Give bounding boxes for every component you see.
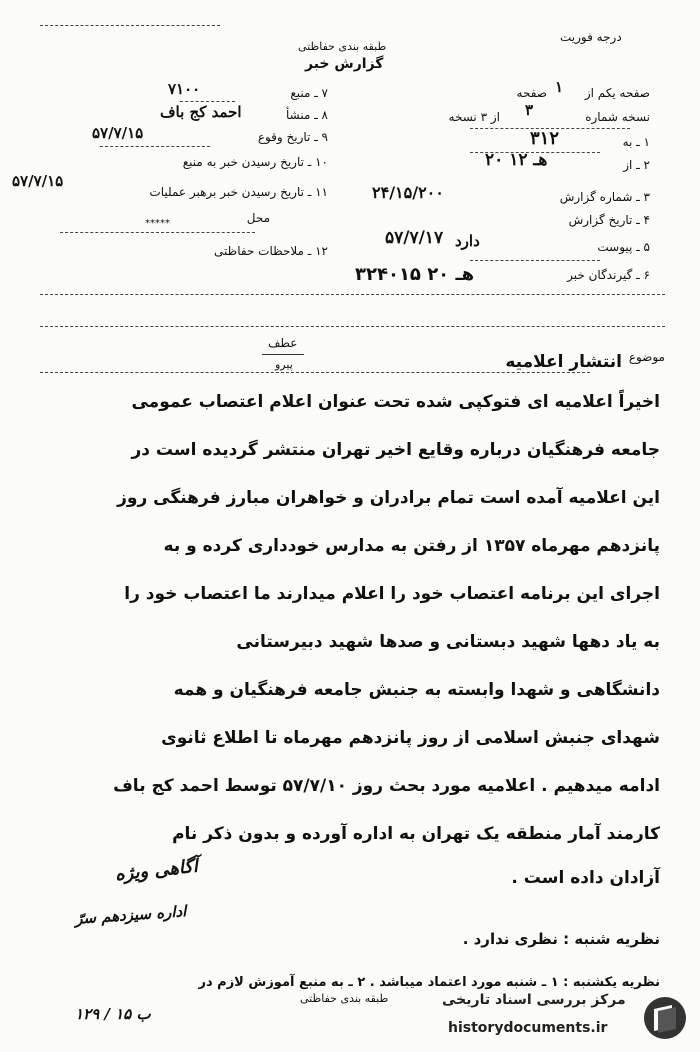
body-line: به یاد دهها شهید دبستانی و صدها شهید دبیرستانی [236,632,660,652]
header-divider-2 [40,326,665,327]
field-source-received-value: ۵۷/۷/۱۵ [12,172,64,190]
field-location-value: ***** [145,218,170,229]
source-line [180,101,235,102]
atf-label: عطف [268,336,298,350]
body-line: آزادان داده است . [511,868,660,888]
body-line: اجرای این برنامه اعتصاب خود را اعلام میدارند ما اعتصاب خود را [124,584,660,604]
field-attachment-label: ۵ ـ پیوست [597,240,650,254]
classification-bottom: طبقه بندی حفاظتی [300,992,389,1005]
field-source-received-label: ۱۰ ـ تاریخ رسیدن خبر به منبع [182,155,328,169]
field-source-label: ۷ ـ منبع [290,86,328,100]
archive-logo-icon [642,995,688,1041]
body-line: کارمند آمار منطقه یک تهران به اداره آورده و بدون ذکر نام [172,824,660,844]
header-divider-1 [40,294,665,295]
field-location-label: محل [246,211,270,225]
field-report-date-label: ۴ ـ تاریخ گزارش [568,213,650,227]
classification-top: طبقه بندی حفاظتی [298,40,387,53]
field-occurrence-date-label: ۹ ـ تاریخ وقوع [257,130,328,144]
subject-label: موضوع [628,350,665,364]
handwritten-note: اداره سیزدهم سرّ [74,902,187,928]
body-line: شهدای جنبش اسلامی از روز پانزدهم مهرماه تا اطلاع ثانوی [161,728,660,748]
handwritten-note: آگاهی ویژه [114,855,199,886]
field-recipients-value: ۳۲۴۰۱۵ هـ ۲۰ [355,264,475,285]
field-copy-suffix: از ۳ نسخه [448,110,500,124]
atf-divider [262,354,304,355]
field-ops-received-label: ۱۱ ـ تاریخ رسیدن خبر برهبر عملیات [149,185,328,199]
body-line: دانشگاهی و شهدا وابسته به جنبش جامعه فرهنگیان و همه [173,680,660,700]
body-line: پانزدهم مهرماه ۱۳۵۷ از رفتن به مدارس خودداری کرده و به [163,536,660,556]
location-line [60,232,255,233]
watermark-name: مرکز بررسی اسناد تاریخی [442,992,626,1008]
field-attachment-value: دارد [455,232,480,250]
top-divider [40,25,220,26]
comment-saturday: نظریه شنبه : نظری ندارد . [462,930,660,948]
subject-value: انتشار اعلامیه [505,352,622,372]
body-line: ادامه میدهیم . اعلامیه مورد بحث روز ۵۷/۷/۱۰ توسط احمد کج باف [113,776,660,796]
field-from-value: ۲۰ هـ ۱۲ [485,150,548,170]
occurrence-line [100,146,210,147]
field-occurrence-date-value: ۵۷/۷/۱۵ [92,124,144,142]
form-title: گزارش خبر [305,56,384,72]
handwritten-archive-number: ۱۲۹ / ۱۵ ب [75,1005,151,1023]
field-page-label: صفحه یکم از [584,86,650,100]
field-copy-value: ۳ [525,101,534,119]
field-to-label: ۱ ـ به [622,135,650,149]
field-source-value: ۷۱۰۰ [168,80,201,98]
field-to-value: ۳۱۲ [530,128,560,149]
field-page-suffix: صفحه [516,86,547,100]
body-line: این اعلامیه آمده است تمام برادران و خواهران مبارز فرهنگی روز [117,488,660,508]
priority-label: درجه فوریت [560,30,622,44]
subject-line [40,372,590,373]
field-origin-label: ۸ ـ منشأ [285,108,328,122]
field-recipients-label: ۶ ـ گیرندگان خبر [567,268,650,282]
field-report-date-value: ۵۷/۷/۱۷ [385,228,444,248]
body-line: اخیراً اعلامیه ای فتوکپی شده تحت عنوان اعلام اعتصاب عمومی [131,392,660,412]
comment-sunday: نظریه یکشنبه : ۱ ـ شنبه مورد اعتماد میباشد . ۲ ـ به منبع آموزش لازم در [198,975,660,990]
field-page-value: ۱ [555,78,564,96]
watermark-url: historydocuments.ir [448,1020,608,1036]
field-from-label: ۲ ـ از [623,158,650,172]
field-report-number-label: ۳ ـ شماره گزارش [559,190,650,204]
attachment-line [470,260,600,261]
field-security-notes-label: ۱۲ ـ ملاحظات حفاظتی [214,244,328,258]
field-copy-label: نسخه شماره [585,110,650,124]
body-line: جامعه فرهنگیان درباره وقایع اخیر تهران منتشر گردیده است در [131,440,660,460]
field-origin-value: احمد کج باف [160,103,242,121]
to-line [470,152,600,153]
field-report-number-value: ۲۴/۱۵/۲۰۰ [372,183,444,202]
copy-line [470,128,630,129]
peyro-label: پیرو [275,358,293,371]
